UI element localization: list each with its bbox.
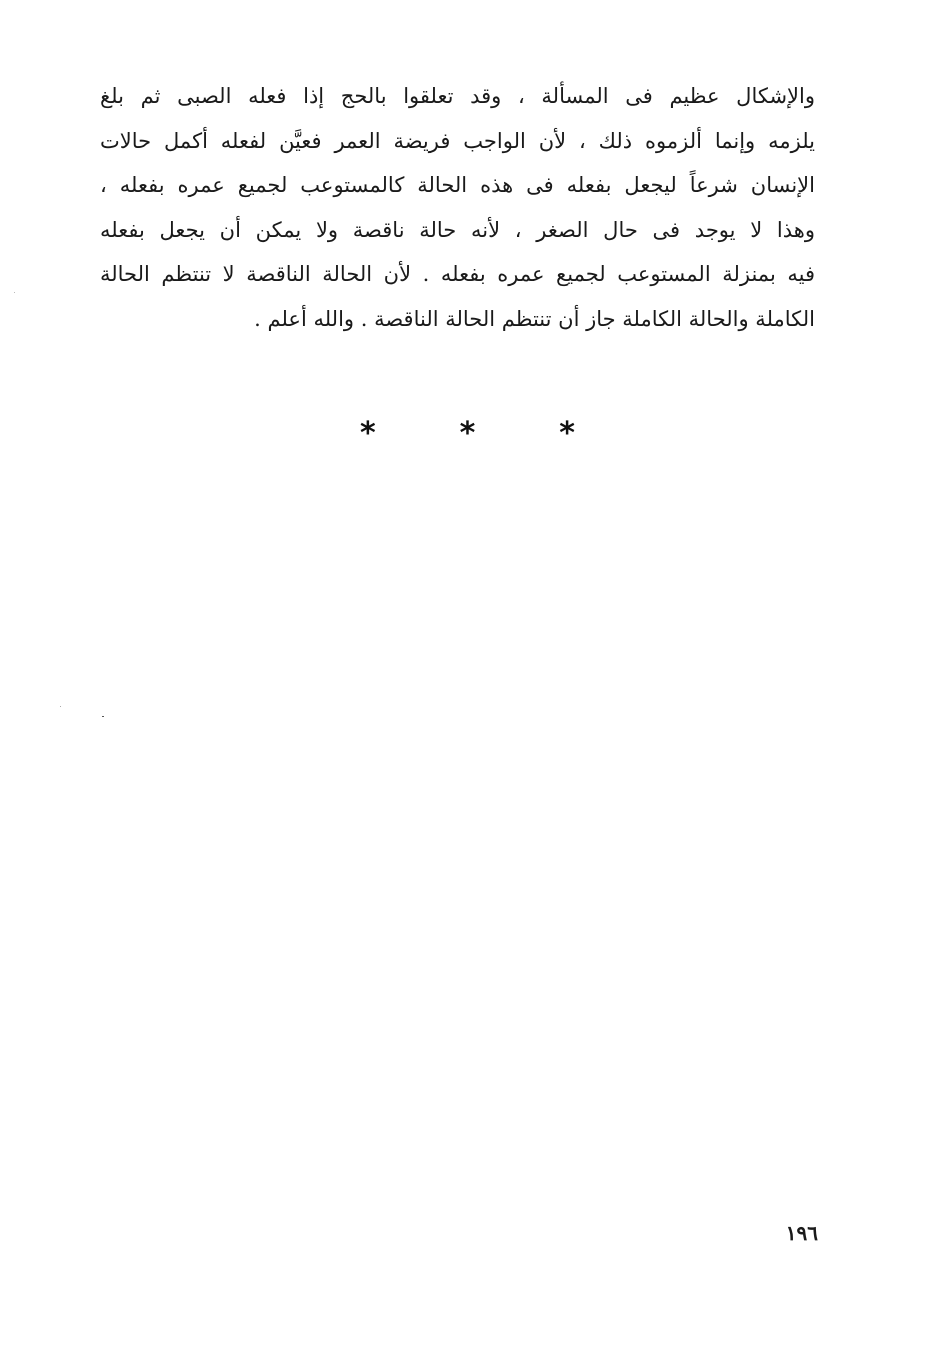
text-line-5: فيه بمنزلة المستوعب لجميع عمره بفعله . لأن الحالة الناقصة لا تنتظم الحالة (100, 262, 815, 287)
text-line-1: والإشكال عظيم فى المسألة ، وقد تعلقوا بالحج إذا فعله الصبى ثم بلغ (100, 84, 815, 108)
text-line-2: يلزمه وإنما ألزموه ذلك ، لأن الواجب فريضة العمر فعيَّن لفعله أكمل حالات (100, 128, 815, 153)
separator-star-1: * (360, 416, 376, 451)
separator-star-2: * (459, 416, 476, 451)
page-number: ١٩٦ (785, 1221, 818, 1245)
body-paragraph (100, 74, 815, 342)
text-line-4: وهذا لا يوجد فى حال الصغر ، لأنه حالة ناقصة ولا يمكن أن يجعل بفعله (100, 217, 815, 242)
scan-speck (102, 716, 104, 717)
text-line-3: الإنسان شرعاً ليجعل بفعله فى هذه الحالة كالمستوعب لجميع عمره بفعله ، (100, 173, 815, 198)
scan-speck (14, 292, 15, 293)
scan-speck (60, 706, 61, 707)
section-separator (360, 416, 575, 452)
text-line-6: الكاملة والحالة الكاملة جاز أن تنتظم الحالة الناقصة . والله أعلم . (254, 306, 815, 331)
separator-star-3: * (559, 416, 575, 451)
